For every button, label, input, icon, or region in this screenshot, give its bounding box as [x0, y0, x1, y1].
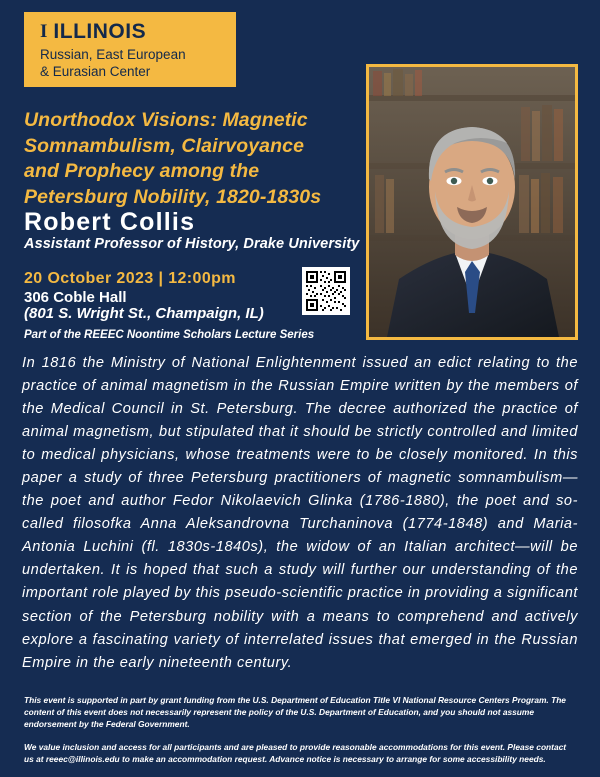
- illinois-logo-block: [24, 12, 236, 87]
- event-venue: 306 Coble Hall: [24, 289, 127, 306]
- footer-disclaimers: [24, 694, 576, 775]
- event-address: (801 S. Wright St., Champaign, IL): [24, 305, 264, 322]
- center-name: [40, 47, 222, 81]
- abstract-text: In 1816 the Ministry of National Enlightenment issued an edict relating to the practice of animal magnetism in the Russian Empire written by the members of the Medical Council in St. Petersburg. The decree authorized the practice of animal magnetism, but stipulated that it should be strictly controlled and limited to medical physicians, whose treatments were to be closely monitored. In this paper a study of three Petersburg practitioners of magnetic somnambulism—the poet and author Fedor Nikolaevich Glinka (1786-1880), the poet and so-called filosofka Anna Aleksandrovna Turchaninova (1774-1848) and Maria-Antonia Luchini (fl. 1830s-1840s), the widow of an Italian architect—will be undertaken. It is hoped that such a study will further our understanding of the important role played by this pseudo-scientific practice in providing a significant section of the Petersburg nobility with a means to comprehend and actively explore a fascinating variety of interrelated issues that emerged in the Russian Empire in the early nineteenth century.: [22, 355, 578, 671]
- speaker-portrait: [366, 64, 578, 340]
- illinois-wordmark: ILLINOIS: [53, 20, 147, 43]
- lecture-series-label: Part of the REEEC Noontime Scholars Lecture Series: [24, 329, 315, 341]
- qr-code-graphic: [304, 269, 348, 313]
- funding-disclaimer: This event is supported in part by grant funding from the U.S. Department of Education Title VI National Resource Centers Program. The content of this event does not necessarily represent the policy of the U.S. Department of Education, and you should not assume endorsement by the Federal Government.: [24, 695, 566, 730]
- center-name-line-2: & Eurasian Center: [40, 63, 151, 79]
- illinois-block-i-icon: I: [40, 21, 47, 42]
- event-date: 20 October 2023 | 12:00pm: [24, 270, 236, 287]
- accessibility-notice: We value inclusion and access for all participants and are pleased to provide reasonable accommodations for this event. Please contact us at reeec@illinois.edu to make an accommodation request. Advance notice is necessary to arrange for some accessibility needs.: [24, 741, 567, 764]
- logo-row: [40, 21, 222, 42]
- speaker-name: Robert Collis: [24, 208, 196, 236]
- qr-code-icon[interactable]: [302, 267, 350, 315]
- speaker-role: Assistant Professor of History, Drake University: [24, 236, 360, 252]
- portrait-image: [369, 67, 575, 337]
- lecture-title: Unorthodox Visions: Magnetic Somnambulism, Clairvoyance and Prophecy among the Petersburg Nobility, 1820-1830s: [24, 109, 322, 209]
- center-name-line-1: Russian, East European: [40, 47, 186, 62]
